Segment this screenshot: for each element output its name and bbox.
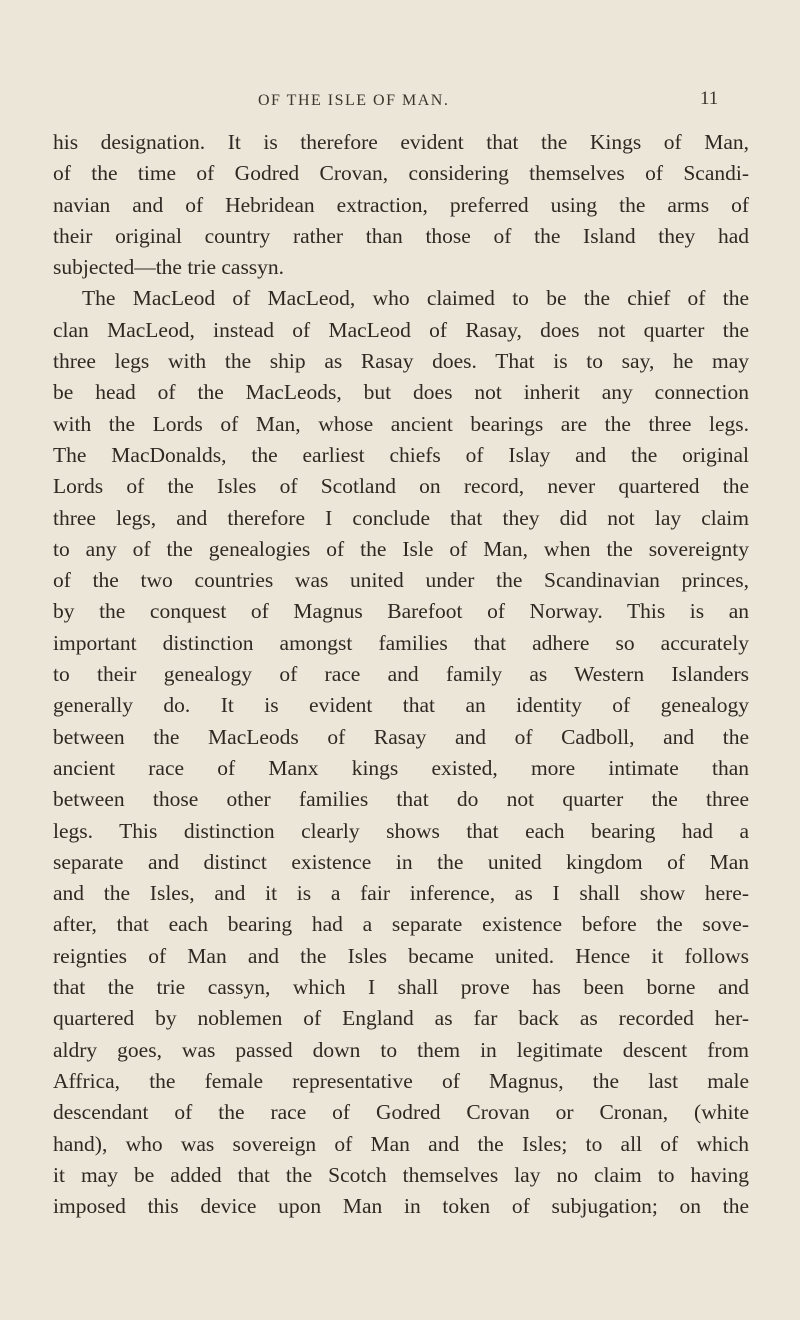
text-line: three legs, and therefore I conclude that they did not lay claim — [53, 505, 749, 530]
body-text — [53, 127, 749, 1222]
text-line: Affrica, the female representative of Magnus, the last male — [53, 1068, 749, 1093]
page-header — [0, 86, 800, 120]
text-line: with the Lords of Man, whose ancient bearings are the three legs. — [53, 411, 749, 436]
running-head: OF THE ISLE OF MAN. — [258, 92, 450, 109]
text-line: The MacLeod of MacLeod, who claimed to be the chief of the — [82, 286, 749, 311]
text-line: legs. This distinction clearly shows that each bearing had a — [53, 818, 749, 843]
text-line: between the MacLeods of Rasay and of Cadboll, and the — [53, 724, 749, 749]
text-line: descendant of the race of Godred Crovan or Cronan, (white — [53, 1100, 749, 1125]
text-line: subjected—the trie cassyn. — [53, 255, 285, 280]
text-line: his designation. It is therefore evident that the Kings of Man, — [53, 130, 749, 154]
text-line: be head of the MacLeods, but does not inherit any connection — [53, 380, 749, 405]
text-line: it may be added that the Scotch themselves lay no claim to having — [53, 1162, 749, 1187]
text-line: navian and of Hebridean extraction, preferred using the arms of — [53, 192, 749, 217]
text-line: reignties of Man and the Isles became united. Hence it follows — [53, 943, 749, 968]
text-line: hand), who was sovereign of Man and the Isles; to all of which — [53, 1131, 749, 1156]
text-line: to their genealogy of race and family as Western Islanders — [53, 662, 749, 687]
text-line: of the time of Godred Crovan, considering themselves of Scandi- — [53, 161, 749, 186]
page-number: 11 — [700, 88, 719, 109]
text-line: generally do. It is evident that an identity of genealogy — [53, 693, 749, 718]
text-line: separate and distinct existence in the united kingdom of Man — [53, 849, 749, 874]
text-line: their original country rather than those of the Island they had — [53, 223, 749, 248]
text-line: and the Isles, and it is a fair inference, as I shall show here- — [53, 881, 749, 906]
text-line: The MacDonalds, the earliest chiefs of Islay and the original — [53, 442, 749, 467]
text-line: of the two countries was united under the Scandinavian princes, — [53, 568, 749, 593]
text-line: after, that each bearing had a separate existence before the sove- — [53, 912, 749, 937]
text-line: quartered by noblemen of England as far back as recorded her- — [53, 1006, 749, 1031]
text-line: between those other families that do not quarter the three — [53, 787, 749, 812]
text-line: to any of the genealogies of the Isle of Man, when the sovereignty — [53, 536, 749, 561]
text-line: imposed this device upon Man in token of subjugation; on the — [53, 1194, 749, 1219]
text-line: important distinction amongst families that adhere so accurately — [53, 630, 749, 655]
text-line: aldry goes, was passed down to them in legitimate descent from — [53, 1037, 749, 1062]
text-line: ancient race of Manx kings existed, more intimate than — [53, 755, 749, 780]
text-line: that the trie cassyn, which I shall prove has been borne and — [53, 975, 749, 1000]
text-line: clan MacLeod, instead of MacLeod of Rasay, does not quarter the — [53, 317, 749, 342]
text-line: Lords of the Isles of Scotland on record, never quartered the — [53, 474, 749, 499]
text-line: by the conquest of Magnus Barefoot of Norway. This is an — [53, 599, 749, 624]
text-line: three legs with the ship as Rasay does. That is to say, he may — [53, 349, 749, 374]
